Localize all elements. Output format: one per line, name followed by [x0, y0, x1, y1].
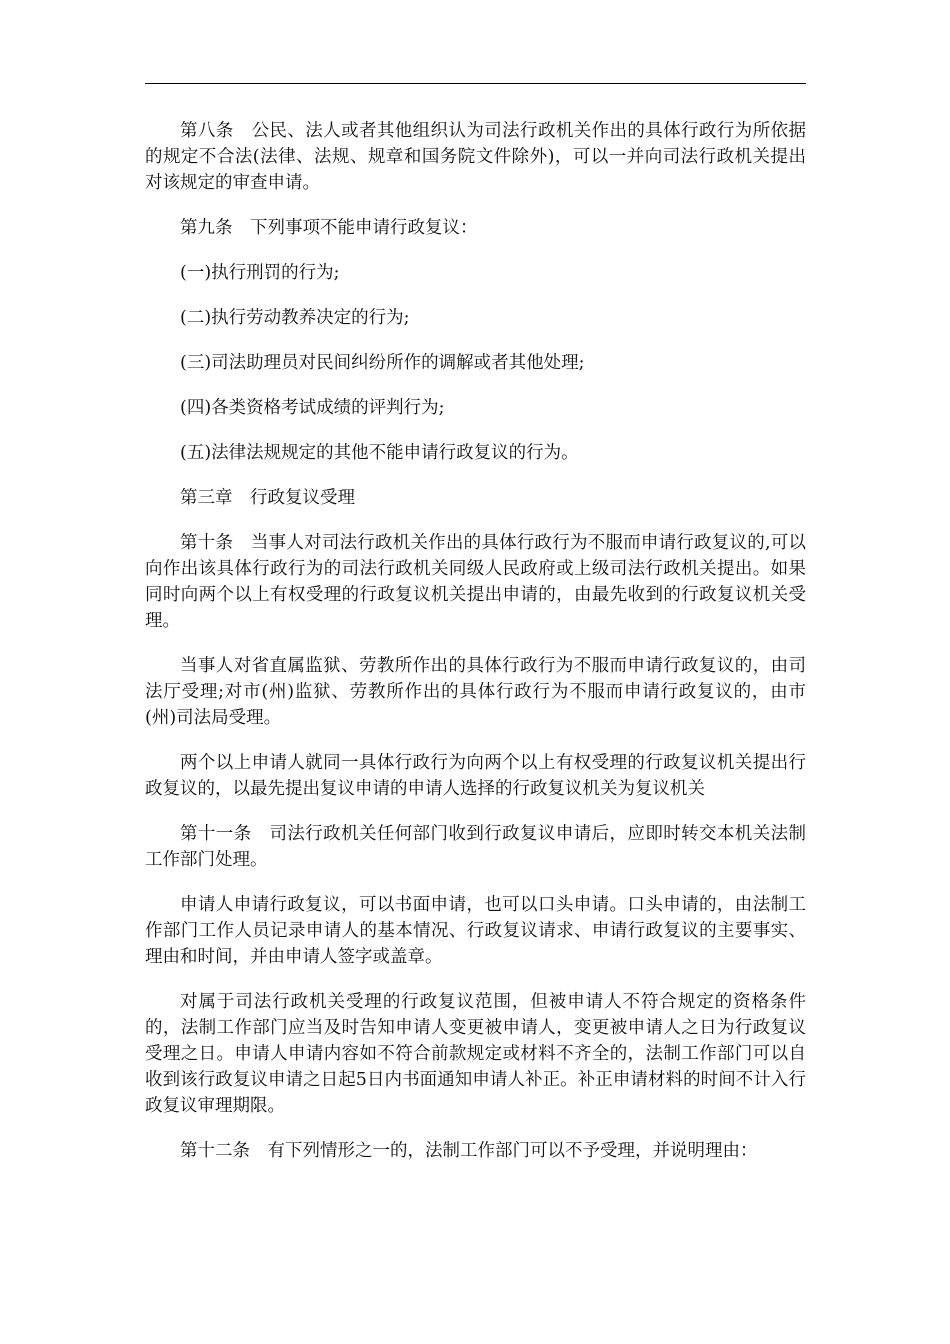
article-9-item-1: (一)执行刑罚的行为; [180, 263, 340, 283]
article-9-item-5: (五)法律法规规定的其他不能申请行政复议的行为。 [180, 443, 579, 463]
article-9-item-2: (二)执行劳动教养决定的行为; [180, 308, 410, 328]
document-body [145, 118, 806, 1183]
article-9-paragraph: 第九条 下列事项不能申请行政复议： [180, 218, 478, 238]
article-10-paragraph-3: 两个以上申请人就同一具体行政行为向两个以上有权受理的行政复议机关提出行政复议的，以最先提出复议申请的申请人选择的行政复议机关为复议机关 [145, 753, 806, 799]
article-11-paragraph-3: 对属于司法行政机关受理的行政复议范围，但被申请人不符合规定的资格条件的，法制工作部门应当及时告知申请人变更被申请人，变更被申请人之日为行政复议受理之日。申请人申请内容如不符合前款规定或材料不齐全的，法制工作部门可以自收到该行政复议申请之日起5日内书面通知申请人补正。补正申请材料的时间不计入行政复议审理期限。 [145, 992, 806, 1116]
article-8-paragraph: 第八条 公民、法人或者其他组织认为司法行政机关作出的具体行政行为所依据的规定不合法(法律、法规、规章和国务院文件除外)，可以一并向司法行政机关提出对该规定的审查申请。 [145, 121, 806, 193]
article-9-item-3: (三)司法助理员对民间纠纷所作的调解或者其他处理; [180, 353, 585, 373]
article-11-paragraph: 第十一条 司法行政机关任何部门收到行政复议申请后，应即时转交本机关法制工作部门处理。 [145, 824, 806, 870]
article-10-paragraph-2: 当事人对省直属监狱、劳教所作出的具体行政行为不服而申请行政复议的，由司法厅受理;对市(州)监狱、劳教所作出的具体行政行为不服而申请行政复议的，由市(州)司法局受理。 [145, 656, 806, 728]
article-11-paragraph-2: 申请人申请行政复议，可以书面申请，也可以口头申请。口头申请的，由法制工作部门工作人员记录申请人的基本情况、行政复议请求、申请行政复议的主要事实、理由和时间，并由申请人签字或盖章。 [145, 895, 806, 967]
article-10-paragraph: 第十条 当事人对司法行政机关作出的具体行政行为不服而申请行政复议的,可以向作出该具体行政行为的司法行政机关同级人民政府或上级司法行政机关提出。如果同时向两个以上有权受理的行政复议机关提出申请的，由最先收到的行政复议机关受理。 [145, 533, 806, 631]
article-9-item-4: (四)各类资格考试成绩的评判行为; [180, 398, 445, 418]
article-12-paragraph: 第十二条 有下列情形之一的，法制工作部门可以不予受理，并说明理由： [180, 1141, 758, 1161]
header-rule [145, 83, 806, 84]
chapter-3-heading: 第三章 行政复议受理 [180, 488, 355, 508]
